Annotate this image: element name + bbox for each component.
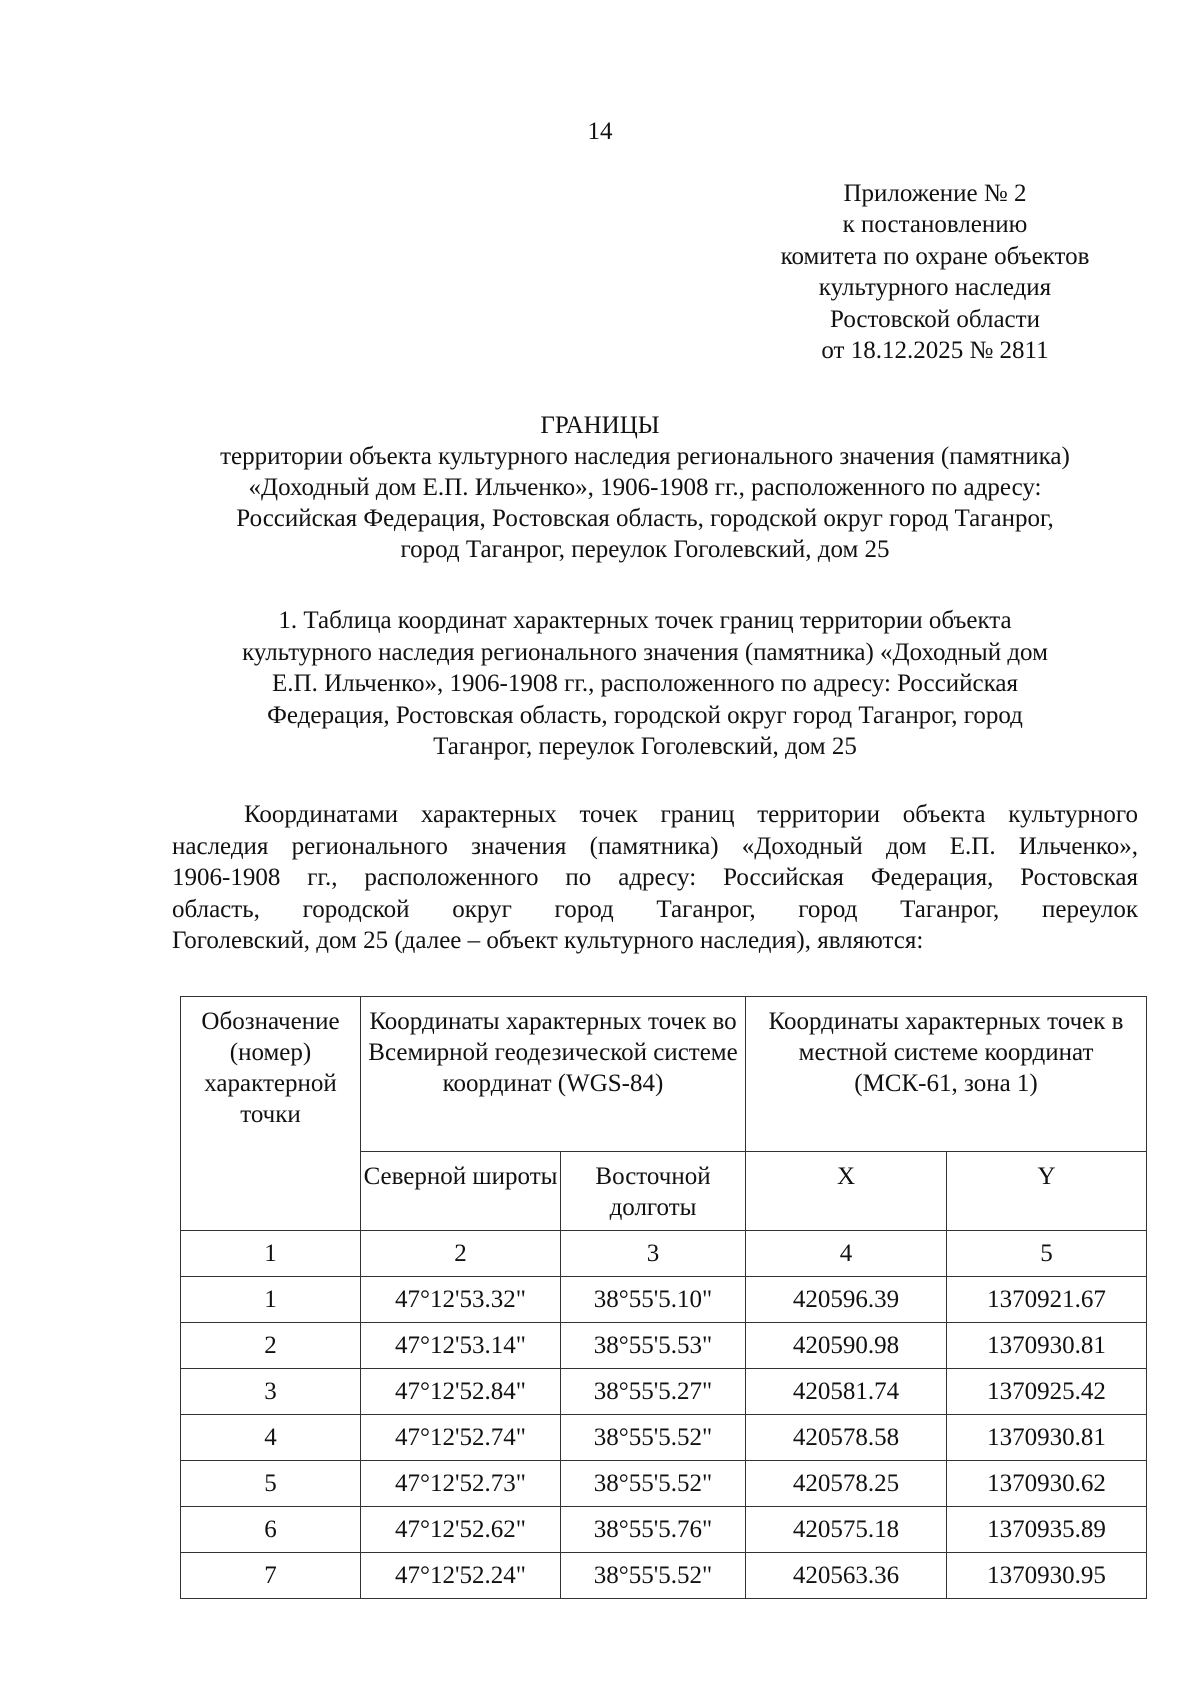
table-row: [181, 1415, 1147, 1461]
table-row: [181, 1369, 1147, 1415]
point-number: 3: [181, 1369, 361, 1415]
longitude-cell: 38°55'5.52": [561, 1553, 746, 1599]
y-cell: 1370925.42: [947, 1369, 1147, 1415]
header-point-cell: Обозначение (номер) характерной точки: [181, 997, 361, 1231]
page-number: 14: [587, 118, 613, 145]
y-cell: 1370921.67: [947, 1277, 1147, 1323]
x-cell: 420581.74: [746, 1369, 947, 1415]
paragraph-line: Координатами характерных точек границ территории объекта культурного: [244, 801, 1138, 828]
y-cell: 1370930.62: [947, 1461, 1147, 1507]
appendix-line: культурного наследия: [818, 274, 1052, 302]
subtitle-line: город Таганрог, переулок Гоголевский, дом 25: [400, 536, 890, 563]
section-title-line: культурного наследия регионального значения (памятника) «Доходный дом: [242, 638, 1048, 666]
latitude-cell: 47°12'52.24": [361, 1553, 561, 1599]
paragraph-line: Гоголевский, дом 25 (далее – объект культурного наследия), являются:: [172, 927, 924, 954]
longitude-cell: 38°55'5.76": [561, 1507, 746, 1553]
y-cell: 1370930.95: [947, 1553, 1147, 1599]
document-title: ГРАНИЦЫ: [540, 412, 660, 439]
section-title-line: Федерация, Ростовская область, городской округ город Таганрог, город: [267, 701, 1023, 729]
appendix-line: комитета по охране объектов: [780, 242, 1090, 270]
header-y-cell: Y: [947, 1152, 1147, 1231]
latitude-cell: 47°12'52.74": [361, 1415, 561, 1461]
appendix-block: [725, 178, 1145, 366]
subtitle-line: Российская Федерация, Ростовская область, городской округ город Таганрог,: [236, 505, 1054, 532]
table-row: [181, 1323, 1147, 1369]
header-wgs-cell: Координаты характерных точек во Всемирной геодезической системе координат (WGS-84): [361, 997, 746, 1152]
section-title-line: Е.П. Ильченко», 1906-1908 гг., расположенного по адресу: Российская: [272, 670, 1018, 697]
y-cell: 1370930.81: [947, 1415, 1147, 1461]
body-paragraph: [172, 799, 1138, 957]
column-number: 2: [361, 1231, 561, 1277]
table-row: [181, 1553, 1147, 1599]
paragraph-line: 1906-1908 гг., расположенного по адресу: Российская Федерация, Ростовская: [172, 864, 1138, 891]
latitude-cell: 47°12'52.62": [361, 1507, 561, 1553]
appendix-line: Ростовской области: [830, 305, 1040, 333]
table-row: [181, 1461, 1147, 1507]
point-number: 6: [181, 1507, 361, 1553]
latitude-cell: 47°12'53.14": [361, 1323, 561, 1369]
x-cell: 420578.25: [746, 1461, 947, 1507]
x-cell: 420596.39: [746, 1277, 947, 1323]
point-number: 2: [181, 1323, 361, 1369]
x-cell: 420578.58: [746, 1415, 947, 1461]
latitude-cell: 47°12'52.73": [361, 1461, 561, 1507]
appendix-line: Приложение № 2: [843, 180, 1027, 207]
document-subtitle: [160, 441, 1130, 565]
header-east-cell: Восточной долготы: [561, 1152, 746, 1231]
table-row: [181, 1507, 1147, 1553]
y-cell: 1370930.81: [947, 1323, 1147, 1369]
y-cell: 1370935.89: [947, 1507, 1147, 1553]
point-number: 5: [181, 1461, 361, 1507]
longitude-cell: 38°55'5.53": [561, 1323, 746, 1369]
x-cell: 420575.18: [746, 1507, 947, 1553]
point-number: 7: [181, 1553, 361, 1599]
subtitle-line: территории объекта культурного наследия регионального значения (памятника): [220, 443, 1070, 470]
paragraph-line: область, городской округ город Таганрог, город Таганрог, переулок: [172, 895, 1138, 923]
latitude-cell: 47°12'53.32": [361, 1277, 561, 1323]
section-title-line: 1. Таблица координат характерных точек границ территории объекта: [278, 607, 1012, 634]
column-number: 1: [181, 1231, 361, 1277]
section-title-line: Таганрог, переулок Гоголевский, дом 25: [433, 733, 857, 760]
column-number-row: [181, 1231, 1147, 1277]
longitude-cell: 38°55'5.10": [561, 1277, 746, 1323]
column-number: 4: [746, 1231, 947, 1277]
latitude-cell: 47°12'52.84": [361, 1369, 561, 1415]
header-north-cell: Северной широты: [361, 1152, 561, 1231]
x-cell: 420563.36: [746, 1553, 947, 1599]
header-local-cell: Координаты характерных точек в местной системе координат (МСК-61, зона 1): [746, 997, 1147, 1152]
point-number: 4: [181, 1415, 361, 1461]
appendix-line: от 18.12.2025 № 2811: [821, 337, 1049, 365]
subtitle-line: «Доходный дом Е.П. Ильченко», 1906-1908 гг., расположенного по адресу:: [248, 474, 1042, 501]
point-number: 1: [181, 1277, 361, 1323]
table-header-row: [181, 997, 1147, 1152]
section-title: [170, 605, 1120, 763]
longitude-cell: 38°55'5.27": [561, 1369, 746, 1415]
longitude-cell: 38°55'5.52": [561, 1461, 746, 1507]
column-number: 3: [561, 1231, 746, 1277]
column-number: 5: [947, 1231, 1147, 1277]
header-x-cell: X: [746, 1152, 947, 1231]
coordinates-table: [180, 996, 1147, 1599]
paragraph-line: наследия регионального значения (памятника) «Доходный дом Е.П. Ильченко»,: [172, 832, 1138, 860]
longitude-cell: 38°55'5.52": [561, 1415, 746, 1461]
x-cell: 420590.98: [746, 1323, 947, 1369]
table-row: [181, 1277, 1147, 1323]
appendix-line: к постановлению: [842, 211, 1028, 239]
